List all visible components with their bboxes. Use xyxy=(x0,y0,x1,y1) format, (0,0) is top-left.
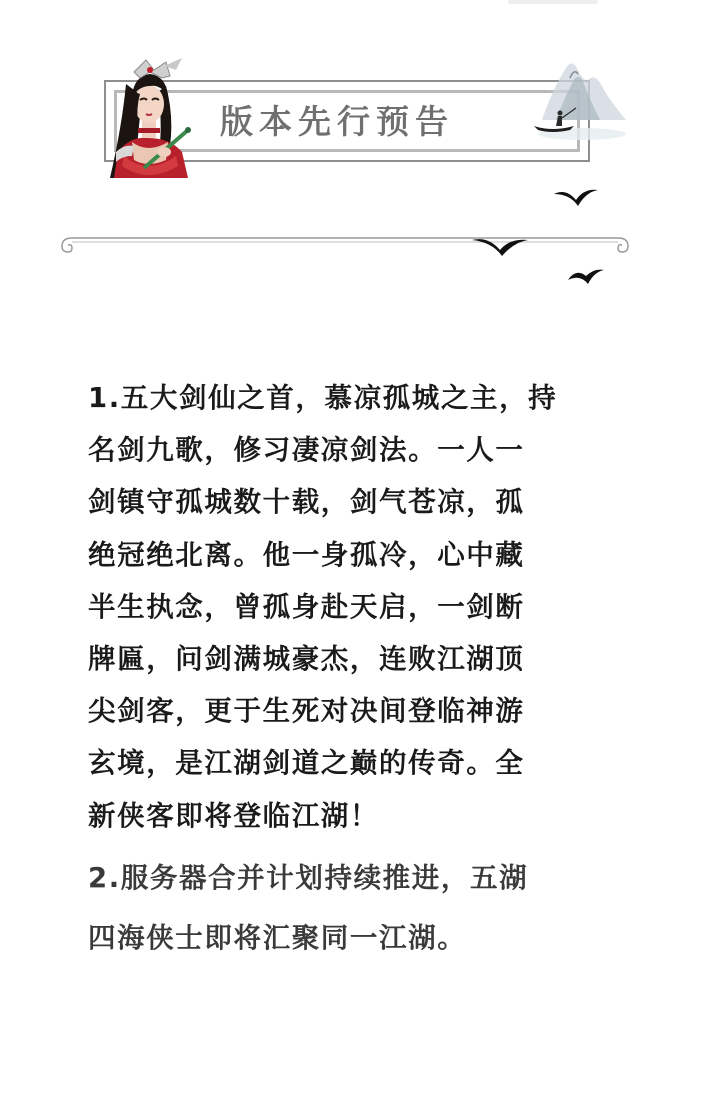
paragraph-new-hero: 1.五大剑仙之首，慕凉孤城之主，持 名剑九歌，修习凄凉剑法。一人一 剑镇守孤城数十载，剑气苍凉，孤 绝冠绝北离。他一身孤冷，心中藏 半生执念，曾孤身赴天启，一剑断 牌匾，问剑满城豪杰，连败江湖顶 尖剑客，更于生死对决间登临神游 玄境，是江湖剑道之巅的传奇。全 新侠客即将登临江湖！ xyxy=(88,382,558,832)
character-portrait-icon xyxy=(104,56,194,186)
bird-icon xyxy=(470,234,530,262)
ornamental-divider xyxy=(58,228,632,262)
bird-icon xyxy=(566,266,606,290)
page-title: 版本先行预告 xyxy=(220,102,454,141)
bird-icon xyxy=(552,186,600,212)
paragraph-server-merge: 2.服务器合并计划持续推进，五湖 四海侠士即将汇聚同一江湖。 xyxy=(88,861,529,954)
top-edge-fragment xyxy=(508,0,598,4)
announcement-body xyxy=(88,372,608,968)
ink-mountain-boat-icon xyxy=(522,50,632,150)
